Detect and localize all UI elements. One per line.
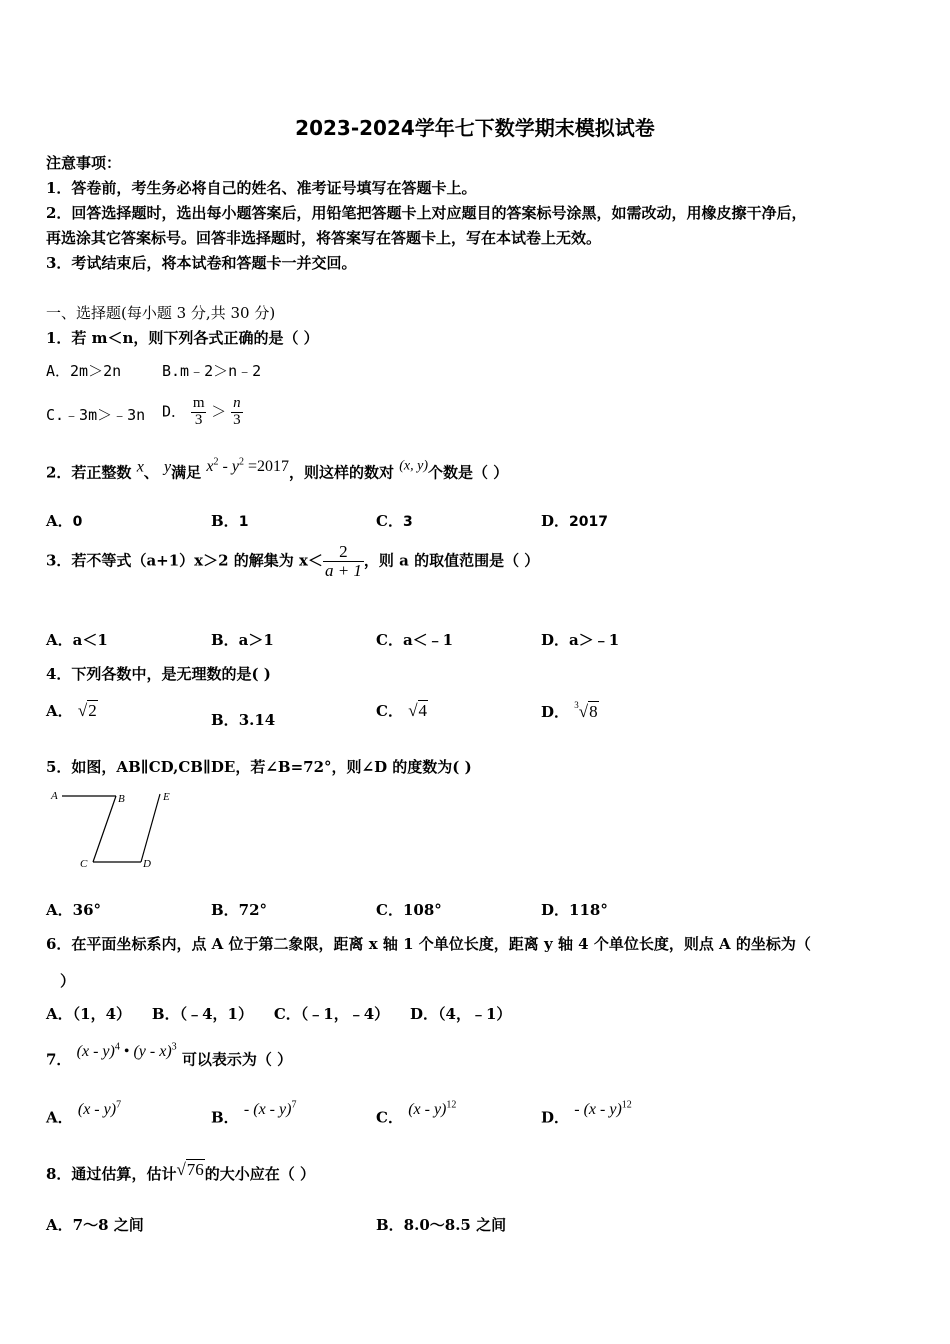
label-a: A bbox=[51, 790, 58, 802]
q1-option-b: B.m﹣2＞n﹣2 bbox=[162, 362, 262, 380]
q1-option-d-label: D． bbox=[162, 402, 187, 421]
q5-figure bbox=[46, 785, 186, 877]
notice-item-1: 1．答卷前，考生务必将自己的姓名、准考证号填写在答题卡上。 bbox=[46, 179, 477, 197]
label-c: C bbox=[80, 858, 88, 870]
q7-expression: (x - y)$^4$ • (y - x)$^3$ bbox=[76, 1042, 177, 1061]
q2-var-x: x bbox=[136, 458, 144, 476]
q1-option-d bbox=[162, 396, 243, 429]
q4-option-b: B．3.14 bbox=[211, 711, 276, 729]
q4-option-d: D． $^3$√8 bbox=[541, 700, 598, 721]
q5-stem: 5．如图，AB∥CD,CB∥DE，若∠B=72°，则∠D 的度数为( ) bbox=[46, 758, 472, 776]
segment-de bbox=[141, 794, 160, 862]
notice-item-2-cont: 再选涂其它答案标号。回答非选择题时，将答案写在答题卡上，写在本试卷上无效。 bbox=[46, 229, 602, 247]
q3-frac: $\frac{2}{a + 1}$ bbox=[324, 542, 362, 580]
notice-heading: 注意事项： bbox=[46, 154, 122, 172]
label-d: D bbox=[143, 858, 151, 870]
q2-stem: 2．若正整数 x、 y满足 $x^2 - y^2 =2017$，则这样的数对 (x, y)个数是（ ） bbox=[46, 457, 509, 482]
q7-option-a: A． (x - y)$^7$ bbox=[46, 1100, 122, 1127]
section-heading: 一、选择题(每小题 3 分,共 30 分) bbox=[46, 304, 276, 322]
q5-option-a: A．36° bbox=[46, 901, 102, 919]
q5-option-b: B．72° bbox=[211, 901, 268, 919]
sqrt-icon: √2 bbox=[77, 701, 97, 720]
q1-option-a: A．2m＞2n bbox=[46, 362, 122, 380]
notice-item-2: 2．回答选择题时，选出每小题答案后，用铅笔把答题卡上对应题目的答案标号涂黑，如需改动，用橡皮擦干净后， bbox=[46, 204, 807, 222]
q2-option-d: D．2017 bbox=[541, 512, 608, 530]
q7-option-d: D． - (x - y)$^{12}$ bbox=[541, 1100, 632, 1127]
q2-var-y: y bbox=[164, 458, 172, 476]
segment-bc bbox=[93, 796, 116, 862]
q3-stem: 3．若不等式（a+1）x＞2 的解集为 x＜ $\frac{2}{a + 1}$ ，则 a 的取值范围是（ ） bbox=[46, 542, 540, 580]
cube-root-icon: $^3$√8 bbox=[574, 700, 598, 721]
q3-option-b: B．a＞1 bbox=[211, 631, 274, 649]
label-e: E bbox=[163, 791, 170, 803]
label-b: B bbox=[118, 793, 125, 805]
q2-equation: $x^2 - y^2 =2017$ bbox=[206, 457, 289, 476]
q4-option-c: C． √4 bbox=[376, 701, 428, 720]
q7-stem: 7． (x - y)$^4$ • (y - x)$^3$ 可以表示为（ ） bbox=[46, 1042, 293, 1069]
q3-option-a: A．a＜1 bbox=[46, 631, 108, 649]
q1-option-d-frac-2: $\frac{n}{3}$ bbox=[233, 395, 241, 428]
q2-option-b: B．1 bbox=[211, 512, 249, 530]
q8-stem: 8．通过估算，估计√76的大小应在（ ） bbox=[46, 1160, 316, 1183]
q4-option-a: A． √2 bbox=[46, 701, 97, 720]
q8-option-b: B．8.0～8.5 之间 bbox=[376, 1216, 507, 1234]
q2-option-c: C．3 bbox=[376, 512, 413, 530]
q1-option-d-frac-1: $\frac{m}{3}$ bbox=[192, 395, 205, 428]
sqrt-icon: √76 bbox=[176, 1160, 204, 1179]
page-title: 2023-2024学年七下数学期末模拟试卷 bbox=[295, 116, 655, 140]
q7-option-b: B． - (x - y)$^7$ bbox=[211, 1100, 297, 1127]
q1-option-c: C.﹣3m＞﹣3n bbox=[46, 406, 146, 424]
q2-option-a: A．0 bbox=[46, 512, 83, 530]
q1-option-d-gt: ＞ bbox=[211, 402, 227, 421]
q3-option-d: D．a＞﹣1 bbox=[541, 631, 620, 649]
q4-stem: 4．下列各数中，是无理数的是( ) bbox=[46, 665, 271, 683]
q6-stem-cont: ） bbox=[60, 972, 76, 990]
q1-stem: 1．若 m＜n，则下列各式正确的是（ ） bbox=[46, 329, 319, 347]
q5-option-c: C．108° bbox=[376, 901, 442, 919]
q6-stem: 6．在平面坐标系内，点 A 位于第二象限，距离 x 轴 1 个单位长度，距离 y 轴 4 个单位长度，则点 A 的坐标为（ bbox=[46, 935, 811, 953]
q7-option-c: C． (x - y)$^{12}$ bbox=[376, 1100, 457, 1127]
q3-option-c: C．a＜﹣1 bbox=[376, 631, 454, 649]
q2-pair: (x, y) bbox=[399, 458, 428, 474]
notice-item-3: 3．考试结束后，将本试卷和答题卡一并交回。 bbox=[46, 254, 357, 272]
q6-options: A．（1，4） B．（﹣4，1） C．（﹣1，﹣4） D．（4，﹣1） bbox=[46, 1005, 512, 1023]
q5-option-d: D．118° bbox=[541, 901, 608, 919]
q8-option-a: A．7～8 之间 bbox=[46, 1216, 144, 1234]
sqrt-icon: √4 bbox=[408, 701, 428, 720]
